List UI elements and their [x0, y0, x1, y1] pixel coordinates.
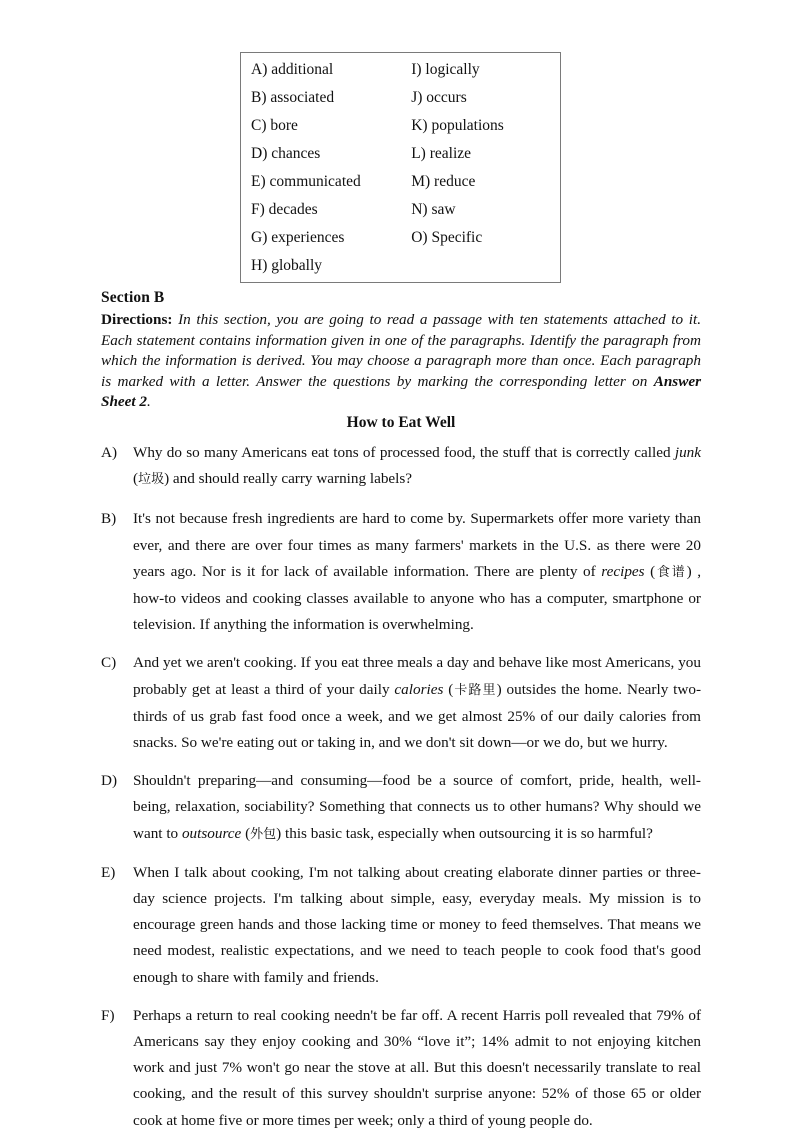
- paragraph-text-e: When I talk about cooking, I'm not talking about creating elaborate dinner parties or three-day science projects. I'm talking about simple, easy, everyday meals. My mission is to encourage green hands and those lacking time or money to feed themselves. That means we need modest, realistic expectations, and we need to teach people to cook food that's good enough to share with family and friends.: [133, 863, 701, 986]
- word-bank-option-e: E) communicated: [251, 173, 361, 190]
- word-bank-grid: [251, 56, 556, 280]
- paragraph-label-c: C): [101, 654, 117, 672]
- word-bank-option-n: N) saw: [411, 201, 456, 218]
- word-bank-option-h: H) globally: [251, 257, 323, 274]
- directions-text: In this section, you are going to read a passage with ten statements attached to it. Each statement contains information given in one of the paragraphs. Identify the paragraph from which the information is derived. You may choose a paragraph more than once. Each paragraph is marked with a letter. Answer the questions by marking the corresponding letter on: [101, 311, 701, 390]
- paragraph-label-d: D): [101, 772, 118, 790]
- paragraph-label-b: B): [101, 510, 117, 528]
- word-bank-option-l: L) realize: [411, 145, 472, 162]
- paragraph-text-f: Perhaps a return to real cooking needn't be far off. A recent Harris poll revealed that 79% of Americans say they enjoy cooking and 30% “love it”; 14% admit to not enjoying kitchen work and just 7% won't go near the stove at all. But this doesn't necessarily translate to real cooking, and the result of this survey shouldn't surprise anyone: 52% of those 65 or older cook at home five or more times per week; only a third of young people do.: [133, 1006, 701, 1129]
- paragraph-text-d: Shouldn't preparing—and consuming—food be a source of comfort, pride, health, well-being, relaxation, sociability? Something that connects us to other humans? Why should we want to outsource (外包) this basic task, especially when outsourcing it is so harmful?: [133, 772, 701, 842]
- word-bank-row: [251, 168, 556, 196]
- word-bank-option-b: B) associated: [251, 89, 335, 106]
- paragraph-text-c: And yet we aren't cooking. If you eat three meals a day and behave like most Americans, you probably get at least a third of your daily calories (卡路里) outsides the home. Nearly two-thirds of us grab fast food once a week, and we get almost 25% of our daily calories from snacks. So we're eating out or taking in, and we don't sit down—or we do, but we hurry.: [133, 654, 701, 752]
- word-bank-option-c: C) bore: [251, 117, 298, 134]
- word-bank-option-j: J) occurs: [411, 89, 467, 106]
- word-bank-row: [251, 112, 556, 140]
- passage-paragraphs: [101, 440, 701, 1146]
- word-bank-option-a: A) additional: [251, 61, 334, 78]
- word-bank-option-f: F) decades: [251, 201, 318, 218]
- word-bank-box: [240, 52, 561, 283]
- directions-label: Directions:: [101, 311, 173, 328]
- section-heading: Section B: [101, 289, 165, 306]
- paragraph-a: [101, 440, 701, 493]
- word-bank-option-o: O) Specific: [411, 229, 483, 246]
- passage-title: How to Eat Well: [346, 414, 456, 431]
- paragraph-d: [101, 768, 701, 848]
- paragraph-label-e: E): [101, 863, 116, 881]
- paragraph-c: [101, 650, 701, 756]
- word-bank-row: [251, 140, 556, 168]
- directions-text-end: .: [147, 393, 151, 411]
- word-bank-row: [251, 84, 556, 112]
- paragraph-text-a: Why do so many Americans eat tons of processed food, the stuff that is correctly called junk (垃圾) and should really carry warning labels?: [133, 444, 701, 488]
- paragraph-b: [101, 506, 701, 638]
- paragraph-label-a: A): [101, 444, 118, 461]
- word-bank-option-k: K) populations: [411, 117, 504, 134]
- word-bank-option-i: I) logically: [411, 61, 480, 78]
- word-bank-option-g: G) experiences: [251, 229, 345, 246]
- word-bank-row: [251, 252, 556, 280]
- paragraph-label-f: F): [101, 1006, 115, 1024]
- word-bank-row: [251, 224, 556, 252]
- paragraph-text-b: It's not because fresh ingredients are hard to come by. Supermarkets offer more variety than ever, and there are over four times as many farmers' markets in the U.S. as there were 20 years ago. Nor is it for lack of available information. There are plenty of recipes (食谱) , how-to videos and cooking classes available to anyone who has a computer, smartphone or television. If anything the information is overwhelming.: [133, 510, 701, 634]
- word-bank-option-m: M) reduce: [411, 173, 476, 190]
- word-bank-option-d: D) chances: [251, 145, 321, 162]
- word-bank-row: [251, 56, 556, 84]
- answer-sheet-reference: Answer Sheet 2: [101, 372, 701, 411]
- word-bank-row: [251, 196, 556, 224]
- paragraph-e: [101, 860, 701, 991]
- paragraph-f: [101, 1003, 701, 1134]
- directions-block: [101, 310, 701, 413]
